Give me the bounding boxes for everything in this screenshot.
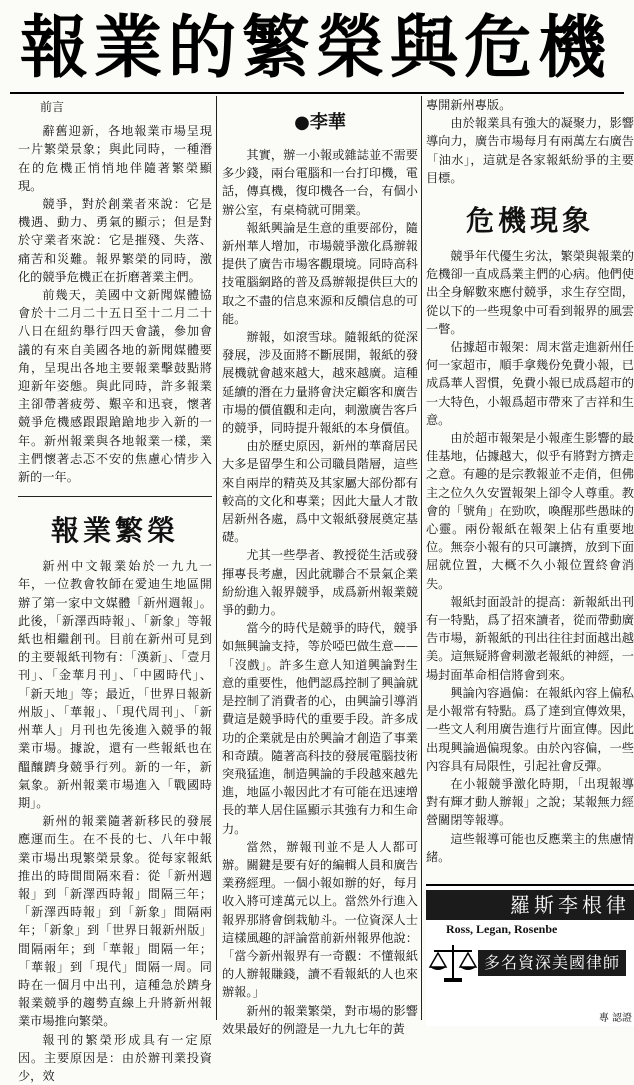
body-paragraph: 報紙興論是生意的重要部份，隨新州華人增加，市場競爭激化爲辦報提供了廣告市場客觀環境。同時高科技電腦網路的普及爲辦報提供巨大的取之不盡的信息來源和反饋信息的可能。 <box>222 220 418 326</box>
ad-tagline: 多名資深美國律師 <box>478 950 626 976</box>
intro-label: 前言 <box>40 100 65 114</box>
scales-of-justice-icon <box>428 941 478 985</box>
body-paragraph: 新州中文報業始於一九九一年，一位教會牧師在愛迪生地區開辦了第一家中文媒體「新州週報」。此後，「新澤西時報」、「新象」等報紙也相繼創刊。目前在新州可見到的主要報紙刊物有：「漢新」、「壹月刊」、「金華月刊」、「中國時代」、「新天地」等；最近，「世界日報新州版」、「華報」、「現代周刊」、「新州華人」月刊也先後進入競爭的報業市場。據說，還有一些報紙也在醞釀躋身競爭行列。新的一年，新氣象。新州報業市場進入「戰國時期」。 <box>18 559 212 810</box>
body-paragraph: 尤其一些學者、教授從生活或發揮專長考慮，因此就聯合不景氣企業紛紛進入報界競爭，成爲新州報業競爭的動力。 <box>222 548 418 618</box>
body-paragraph: 由於歷史原因，新州的華裔居民大多是留學生和公司職員階層，這些來自兩岸的精英及其家屬大部份都有較高的文化和專業；因此大量人才散居新州各處，爲中文報紙發展奠定基礎。 <box>222 439 418 545</box>
ad-corner-text: 專 認證 <box>598 1013 632 1024</box>
top-divider <box>10 92 624 94</box>
subhead-prosperity: 報業繁榮 <box>50 514 179 548</box>
body-paragraph: 當今的時代是競爭的時代，競爭如無興論支持，等於啞巴做生意——「沒戲」。許多生意人知道興論對生意的重要性，他們認爲控制了興論就是控制了消費者的心，由興論引導消費這是競爭時代的重要手段。許多成功的企業就是由於興論才創造了事業和奇蹟。隨著高科技的發展電腦技術突飛猛進，制造興論的手段越來越先進，地區小報因此才有可能在迅速增長的華人居住區顯示其強有力和生命力。 <box>222 621 418 836</box>
section-divider <box>18 496 212 497</box>
body-paragraph: 專開新州專版。 <box>426 98 512 112</box>
body-paragraph: 當然，辦報刊並不是人人都可辦。關鍵是要有好的編輯人員和廣告業務經理。一個小報如辦的好，每月收入將可達萬元以上。當然外行進入報界那將會倒栽觔斗。一位資深人士這樣風趣的評論當前新州報界他說：「當今新州報界有一奇觀：不懂報紙的人辦報賺錢，讀不看報紙的人也來辦報。」 <box>222 839 418 1000</box>
body-paragraph: 報紙封面設計的提高：新報紙出刊有一特點，爲了招來讀者，從而帶動廣告市場，新報紙的刊出往往封面越出越美。這無疑將會刺激老報紙的神經，一場封面革命相信將會到來。 <box>426 594 634 682</box>
body-paragraph: 這些報導可能也反應業主的焦慮情緒。 <box>426 831 634 864</box>
column-3 <box>426 96 634 1020</box>
body-paragraph: 辦報，如滾雪球。隨報紙的從深發展，涉及面將不斷展開，報紙的發展機就會越來越大，越來越廣。這種延續的潛在力量將會決定顧客和廣告市場的價值觀和走向，刺激廣告客戶的競爭，同時提升報紙的本身價值。 <box>222 330 418 436</box>
subhead-crisis: 危機現象 <box>465 204 594 238</box>
column-divider-2 <box>421 96 422 1020</box>
intro-paragraph: 辭舊迎新，各地報業市場呈現一片繁榮景象；與此同時，一種潛在的危機正悄悄地伴隨著繁榮顯現。 <box>18 124 212 193</box>
headline: 報業的繁榮與危機 <box>20 8 613 88</box>
body-paragraph: 新州的報業隨著新移民的發展應運而生。在不長的七、八年中報業市場出現繁榮景象。從每家報紙推出的時間間隔來看：從「新州週報」到「新澤西時報」間隔三年；「新澤西時報」到「新象」間隔兩年；「新象」到「世界日報新州版」間隔兩年；到「華報」間隔一年；「華報」到「現代」間隔一周。同時在一個月中出刊，這種急於躋身報業競爭的趨勢直線上升將新州報業市場推向繁榮。 <box>18 814 212 1029</box>
ad-title: 羅斯李根律 <box>426 890 634 920</box>
column-divider-1 <box>216 96 217 1020</box>
column-1 <box>18 96 212 1083</box>
body-paragraph: 其實，辦一小報或雜誌並不需要多少錢，兩台電腦和一台打印機，電話，傳真機，復印機各一台，有個小辦公室，有桌椅就可開業。 <box>222 148 418 217</box>
intro-paragraph: 競爭，對於創業者來說：它是機遇、動力、勇氣的顯示；但是對於守業者來說：它是摧殘、失落、痛苦和災難。報界繁榮的同時，激化的競爭危機正在折磨著業主們。 <box>18 197 212 284</box>
law-firm-ad <box>426 884 634 1026</box>
body-paragraph: 新州的報業繁榮，對市場的影響效果最好的例證是一九九七年的黃 <box>222 1003 418 1036</box>
body-paragraph: 興論內容過偏：在報紙內容上偏私是小報常有特點。爲了達到宣傳效果，一些文人利用廣告進行片面宣傳。因此出現興論過偏現象。由於內容偏，一些內容具有局限性，引起社會反彈。 <box>426 685 634 773</box>
body-paragraph: 佔據超市報架：周末當走進新州任何一家超市，順手拿幾份免費小報，已成爲華人習慣，免費小報已成爲超市的一大特色，小報爲超市帶來了吉祥和生意。 <box>426 340 634 427</box>
intro-paragraph: 前幾天，美國中文新聞媒體協會於十二月二十五日至十二月二十八日在紐約舉行四天會議，參加會議的有來自美國各地的新聞媒體要角，呈現出各地主要報業擊鼓點將迎新年姿態。與此同時，許多報業主卻帶著疲勞、艱辛和迅衰，懷著競爭危機感跟跟蹌蹌地步入新的一年。新州報業與各地報業一樣，業主們懷著忐忑不安的焦慮心情步入新的一年。 <box>18 288 212 485</box>
body-paragraph: 競爭年代優生劣汰，繁榮與報業的危機卻一直成爲業主們的心病。他們使出全身解數來應付競爭，求生存空間，從以下的一些現象中可看到報界的風雲一瞥。 <box>426 249 634 336</box>
author-byline: ●李華 <box>294 112 346 133</box>
body-paragraph: 由於超市報架是小報產生影響的最佳基地，佔據越大，似乎有將對方擠走之意。有趣的是宗教報並不走俏，但佛主之位久久安置報架上卻令人尊重。教會的「號角」在勁吹，喚醒那些愚昧的心靈。兩份報紙在報架上佔有重要地位。無奈小報有的只可讓擠，放到下面屈就位置，大概不久小報位置終會消失。 <box>426 431 634 591</box>
ad-english-name: Ross, Legan, Rosenbe <box>446 922 558 936</box>
body-paragraph: 報刊的繁榮形成具有一定原因。主要原因是：由於辦刊業投資少，效 <box>18 1032 212 1083</box>
body-paragraph: 在小報競爭激化時期，「出現報導對有輝才動人辦報」之說；某報無力經營關閉等報導。 <box>426 776 634 828</box>
column-2 <box>222 96 418 1036</box>
body-paragraph: 由於報業具有強大的凝聚力，影響導向力，廣告市場每月有兩萬左右廣告「油水」，這就是各家報紙紛爭的主要目標。 <box>426 116 634 185</box>
